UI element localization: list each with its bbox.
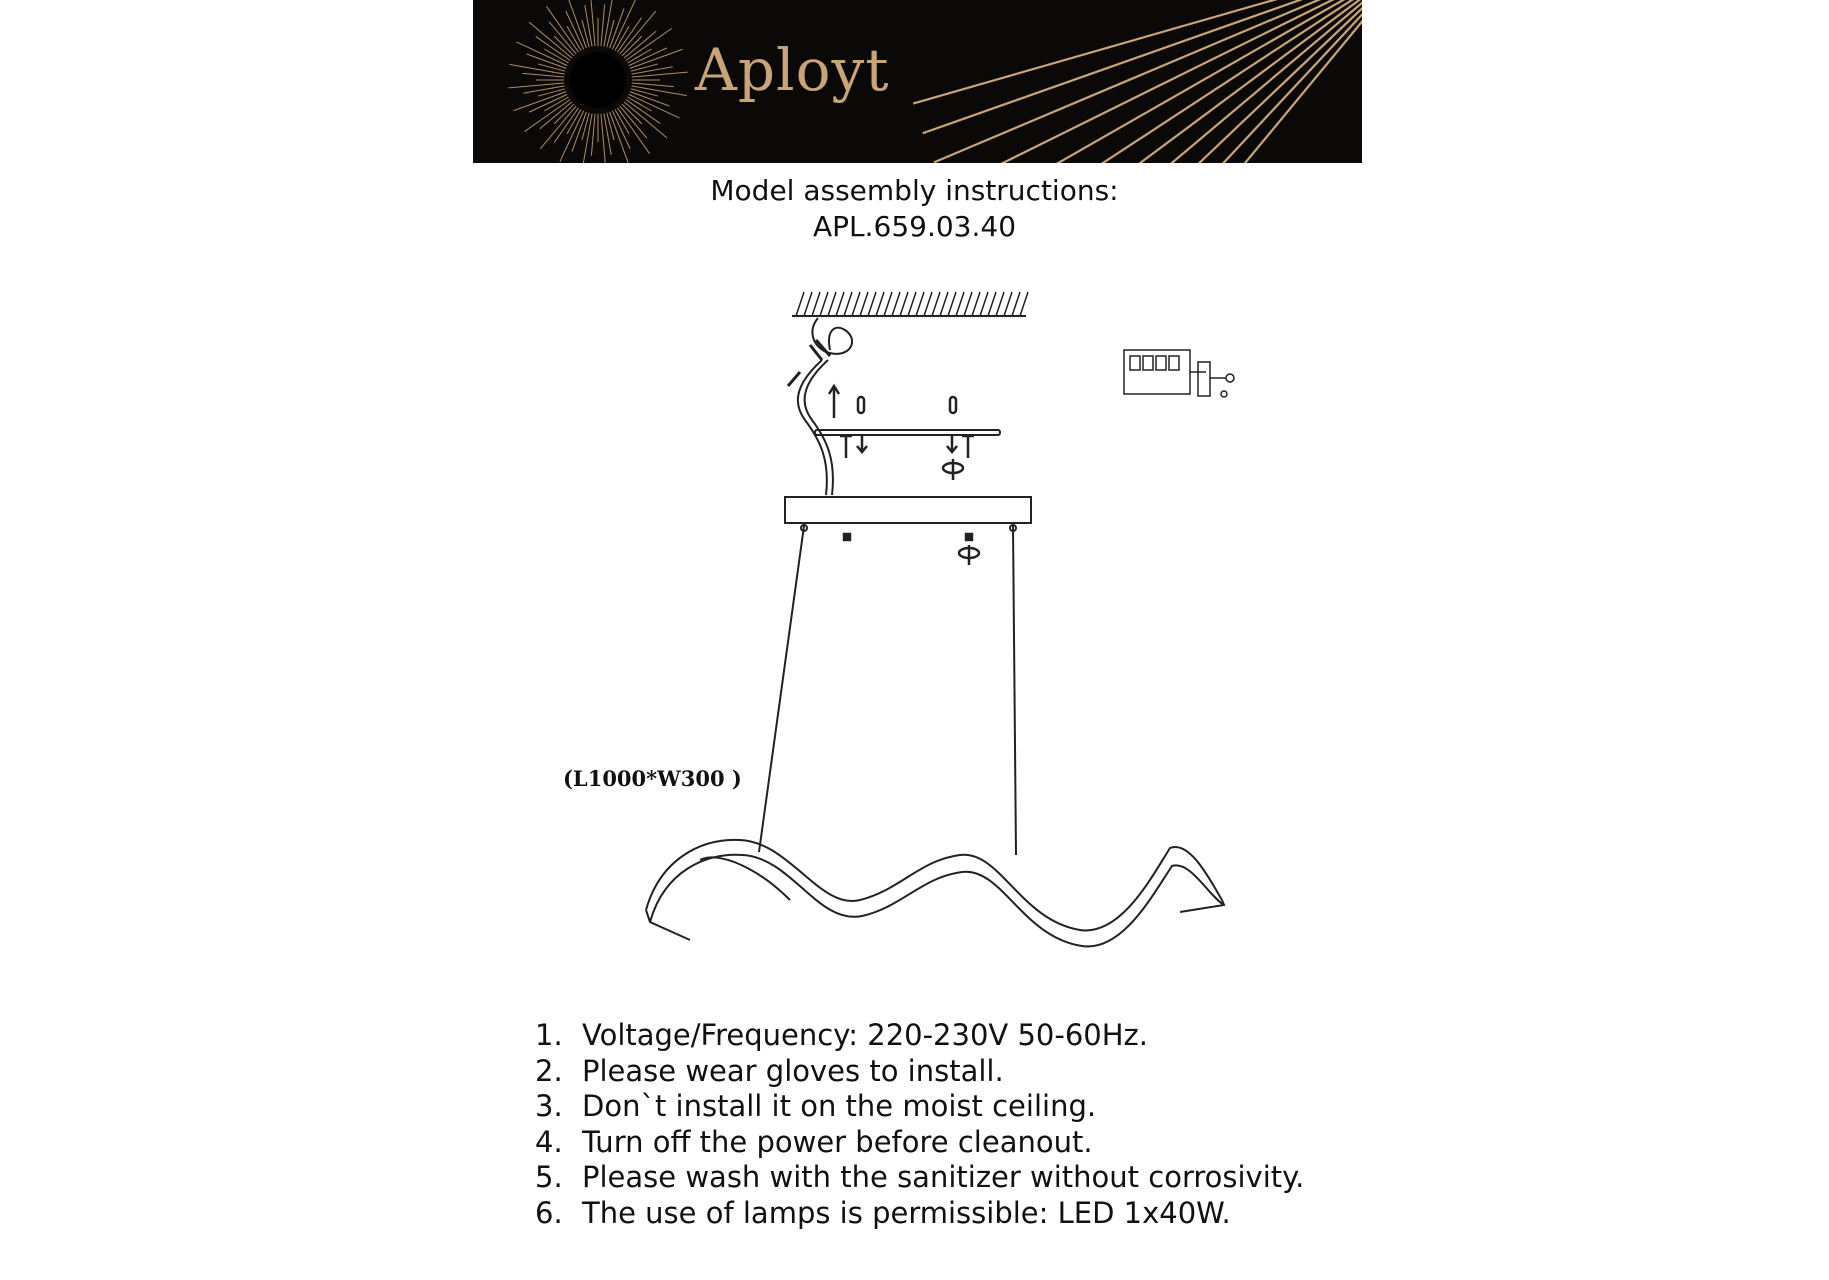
terminal-block-icon	[1124, 350, 1234, 397]
list-item: 5. Please wash with the sanitizer without corrosivity.	[535, 1160, 1305, 1195]
hatch-line	[1020, 292, 1028, 316]
list-item: 1. Voltage/Frequency: 220-230V 50-60Hz.	[535, 1018, 1148, 1052]
suspension-cable	[759, 525, 1016, 855]
page-title: Model assembly instructions:	[710, 174, 1119, 207]
hatch-line	[972, 292, 980, 316]
note-text: Voltage/Frequency: 220-230V 50-60Hz.	[582, 1018, 1148, 1052]
note-text: Please wash with the sanitizer without corrosivity.	[582, 1160, 1305, 1195]
hatch-line	[1004, 292, 1012, 316]
hatch-line	[828, 292, 836, 316]
canopy	[785, 497, 1031, 523]
ceiling-hatch-icon	[792, 292, 1028, 316]
dimensions-label: (L1000*W300 )	[563, 766, 742, 791]
hatch-line	[852, 292, 860, 316]
note-text: Don`t install it on the moist ceiling.	[582, 1089, 1097, 1124]
list-item: 2. Please wear gloves to install.	[535, 1053, 1004, 1088]
hatch-line	[900, 292, 908, 316]
note-text: Turn off the power before cleanout.	[582, 1124, 1093, 1159]
mounting-plate	[815, 430, 1000, 435]
screw-arrows-icon	[829, 386, 979, 565]
hatch-line	[804, 292, 812, 316]
hatch-line	[988, 292, 996, 316]
hatch-line	[1012, 292, 1020, 316]
hatch-line	[940, 292, 948, 316]
hatch-line	[916, 292, 924, 316]
brand-logo-text: Aployt	[695, 36, 890, 104]
hatch-line	[876, 292, 884, 316]
list-item: 3. Don`t install it on the moist ceiling.	[535, 1089, 1097, 1124]
hatch-line	[964, 292, 972, 316]
hatch-line	[796, 292, 804, 316]
hatch-line	[908, 292, 916, 316]
hatch-line	[924, 292, 932, 316]
note-text: The use of lamps is permissible: LED 1x40W.	[582, 1195, 1231, 1230]
wires-icon	[788, 318, 852, 495]
instruction-list	[535, 1018, 1304, 1232]
hatch-line	[980, 292, 988, 316]
wave-lamp-body	[646, 840, 1224, 947]
hatch-line	[820, 292, 828, 316]
hatch-line	[860, 292, 868, 316]
hatch-line	[812, 292, 820, 316]
list-item: 4. Turn off the power before cleanout.	[535, 1124, 1093, 1159]
hatch-line	[996, 292, 1004, 316]
hatch-line	[956, 292, 964, 316]
hatch-line	[868, 292, 876, 316]
list-item: 6. The use of lamps is permissible: LED 1x40W.	[535, 1195, 1231, 1230]
hatch-line	[892, 292, 900, 316]
model-number: APL.659.03.40	[812, 210, 1017, 243]
hatch-line	[836, 292, 844, 316]
hatch-line	[844, 292, 852, 316]
hatch-line	[884, 292, 892, 316]
hatch-line	[932, 292, 940, 316]
note-text: Please wear gloves to install.	[582, 1053, 1004, 1088]
hatch-line	[948, 292, 956, 316]
